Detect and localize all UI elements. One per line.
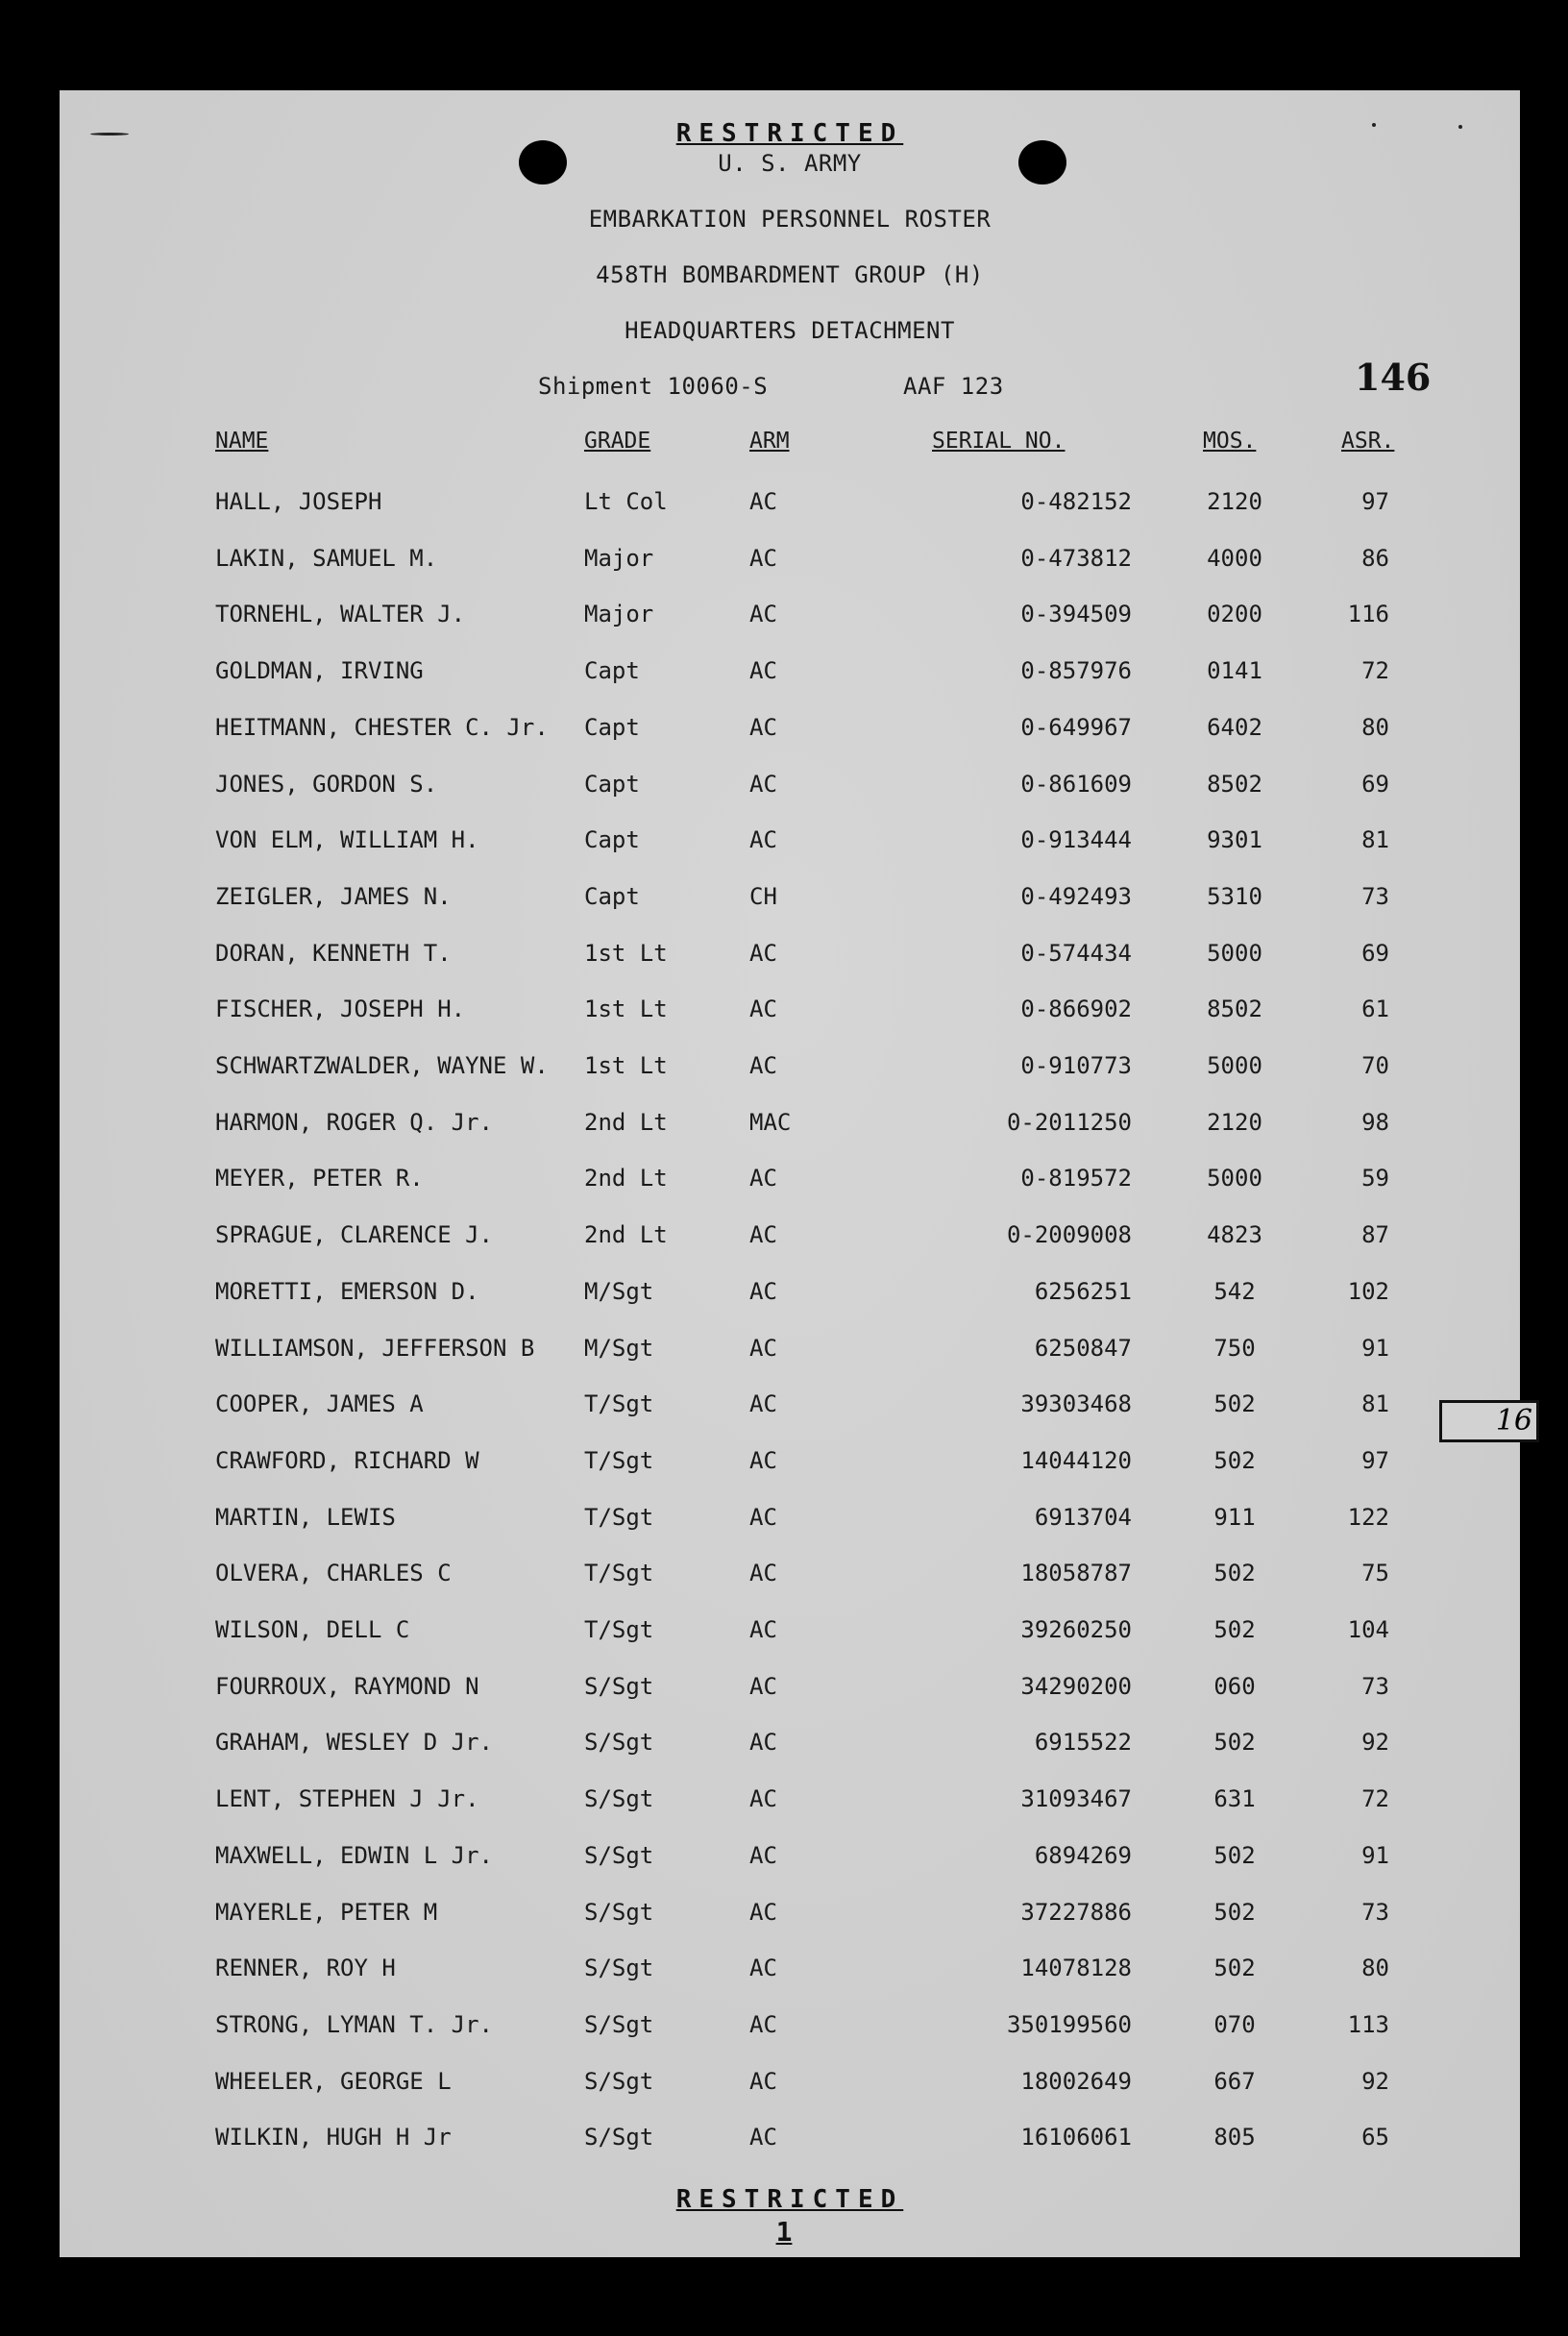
table-row: [60, 1504, 1520, 1542]
grade-cell: Capt: [584, 657, 640, 684]
name-cell: JONES, GORDON S.: [215, 771, 438, 798]
arm-cell: AC: [749, 1616, 777, 1643]
name-cell: TORNEHL, WALTER J.: [215, 601, 466, 627]
page-number: 1: [775, 2216, 793, 2248]
index-tab: 16: [1439, 1400, 1539, 1442]
serial-cell: 18058787: [1020, 1560, 1132, 1586]
arm-cell: AC: [749, 1955, 777, 1981]
table-row: [60, 1616, 1520, 1655]
serial-cell: 0-910773: [1020, 1052, 1132, 1079]
serial-cell: 6256251: [1034, 1278, 1132, 1305]
mos-cell: 5000: [1207, 1165, 1262, 1192]
table-row: [60, 1278, 1520, 1316]
serial-cell: 0-866902: [1020, 996, 1132, 1022]
serial-cell: 0-2011250: [1006, 1109, 1132, 1136]
name-cell: MAXWELL, EDWIN L Jr.: [215, 1842, 493, 1869]
name-cell: FISCHER, JOSEPH H.: [215, 996, 466, 1022]
name-cell: HEITMANN, CHESTER C. Jr.: [215, 714, 549, 741]
aaf-number: AAF 123: [903, 373, 1004, 400]
asr-cell: 98: [1361, 1109, 1389, 1136]
roster-title: EMBARKATION PERSONNEL ROSTER: [588, 206, 992, 233]
arm-cell: AC: [749, 1052, 777, 1079]
arm-cell: MAC: [749, 1109, 792, 1136]
name-cell: WILKIN, HUGH H Jr: [215, 2124, 452, 2151]
serial-cell: 0-649967: [1020, 714, 1132, 741]
asr-cell: 72: [1361, 657, 1389, 684]
mos-cell: 805: [1213, 2124, 1256, 2151]
mos-cell: 502: [1213, 1616, 1256, 1643]
mos-cell: 2120: [1207, 488, 1262, 515]
margin-page-number: 146: [1355, 356, 1432, 399]
arm-cell: CH: [749, 883, 777, 910]
grade-cell: 2nd Lt: [584, 1109, 668, 1136]
name-cell: RENNER, ROY H: [215, 1955, 396, 1981]
table-row: [60, 940, 1520, 978]
grade-cell: M/Sgt: [584, 1335, 654, 1362]
shipment-number: Shipment 10060-S: [538, 373, 769, 400]
table-row: [60, 1785, 1520, 1824]
asr-cell: 72: [1361, 1785, 1389, 1812]
arm-cell: AC: [749, 601, 777, 627]
serial-cell: 31093467: [1020, 1785, 1132, 1812]
mos-cell: 6402: [1207, 714, 1262, 741]
serial-cell: 0-473812: [1020, 545, 1132, 572]
mos-cell: 502: [1213, 1955, 1256, 1981]
table-row: [60, 883, 1520, 922]
arm-cell: AC: [749, 2068, 777, 2095]
asr-cell: 92: [1361, 2068, 1389, 2095]
asr-cell: 61: [1361, 996, 1389, 1022]
mos-cell: 2120: [1207, 1109, 1262, 1136]
mos-cell: 502: [1213, 1447, 1256, 1474]
arm-cell: AC: [749, 2011, 777, 2038]
grade-cell: T/Sgt: [584, 1560, 654, 1586]
table-row: [60, 2124, 1520, 2162]
arm-cell: AC: [749, 1504, 777, 1531]
name-cell: SPRAGUE, CLARENCE J.: [215, 1221, 493, 1248]
name-cell: FOURROUX, RAYMOND N: [215, 1673, 479, 1700]
mos-cell: 0200: [1207, 601, 1262, 627]
serial-cell: 14078128: [1020, 1955, 1132, 1981]
table-row: [60, 545, 1520, 583]
arm-cell: AC: [749, 1729, 777, 1756]
serial-cell: 350199560: [1006, 2011, 1132, 2038]
mos-cell: 060: [1213, 1673, 1256, 1700]
asr-cell: 116: [1347, 601, 1389, 627]
name-cell: MARTIN, LEWIS: [215, 1504, 396, 1531]
name-cell: DORAN, KENNETH T.: [215, 940, 452, 967]
asr-cell: 69: [1361, 771, 1389, 798]
restricted-stamp-top: RESTRICTED: [675, 119, 904, 148]
roster-page: [60, 90, 1520, 2257]
grade-cell: S/Sgt: [584, 1673, 654, 1700]
mos-cell: 750: [1213, 1335, 1256, 1362]
table-row: [60, 488, 1520, 527]
grade-cell: T/Sgt: [584, 1390, 654, 1417]
asr-cell: 73: [1361, 1673, 1389, 1700]
mos-cell: 911: [1213, 1504, 1256, 1531]
table-row: [60, 1221, 1520, 1260]
serial-cell: 39260250: [1020, 1616, 1132, 1643]
table-row: [60, 1842, 1520, 1881]
arm-cell: AC: [749, 1221, 777, 1248]
asr-cell: 80: [1361, 1955, 1389, 1981]
serial-cell: 0-492493: [1020, 883, 1132, 910]
grade-cell: Lt Col: [584, 488, 668, 515]
arm-cell: AC: [749, 657, 777, 684]
serial-cell: 6250847: [1034, 1335, 1132, 1362]
grade-cell: S/Sgt: [584, 1785, 654, 1812]
col-serial-header: SERIAL NO.: [932, 429, 1066, 454]
asr-cell: 102: [1347, 1278, 1389, 1305]
arm-cell: AC: [749, 1165, 777, 1192]
grade-cell: S/Sgt: [584, 2124, 654, 2151]
table-row: [60, 771, 1520, 809]
arm-cell: AC: [749, 1335, 777, 1362]
asr-cell: 73: [1361, 883, 1389, 910]
col-mos-header: MOS.: [1203, 429, 1257, 454]
asr-cell: 73: [1361, 1899, 1389, 1926]
asr-cell: 81: [1361, 1390, 1389, 1417]
serial-cell: 0-857976: [1020, 657, 1132, 684]
grade-cell: 1st Lt: [584, 940, 668, 967]
grade-cell: 1st Lt: [584, 1052, 668, 1079]
arm-cell: AC: [749, 1842, 777, 1869]
name-cell: MORETTI, EMERSON D.: [215, 1278, 479, 1305]
serial-cell: 18002649: [1020, 2068, 1132, 2095]
asr-cell: 104: [1347, 1616, 1389, 1643]
grade-cell: S/Sgt: [584, 1729, 654, 1756]
table-row: [60, 1729, 1520, 1767]
serial-cell: 0-861609: [1020, 771, 1132, 798]
mos-cell: 502: [1213, 1390, 1256, 1417]
name-cell: SCHWARTZWALDER, WAYNE W.: [215, 1052, 549, 1079]
grade-cell: S/Sgt: [584, 1842, 654, 1869]
table-row: [60, 714, 1520, 752]
table-row: [60, 1447, 1520, 1486]
mos-cell: 631: [1213, 1785, 1256, 1812]
serial-cell: 39303468: [1020, 1390, 1132, 1417]
asr-cell: 70: [1361, 1052, 1389, 1079]
asr-cell: 81: [1361, 826, 1389, 853]
arm-cell: AC: [749, 1278, 777, 1305]
serial-cell: 6915522: [1034, 1729, 1132, 1756]
name-cell: MEYER, PETER R.: [215, 1165, 424, 1192]
mos-cell: 4000: [1207, 545, 1262, 572]
col-grade-header: GRADE: [584, 429, 651, 454]
grade-cell: Capt: [584, 826, 640, 853]
table-row: [60, 1109, 1520, 1147]
name-cell: GOLDMAN, IRVING: [215, 657, 424, 684]
serial-cell: 6894269: [1034, 1842, 1132, 1869]
asr-cell: 97: [1361, 1447, 1389, 1474]
grade-cell: 2nd Lt: [584, 1221, 668, 1248]
name-cell: WILSON, DELL C: [215, 1616, 410, 1643]
restricted-stamp-bottom: RESTRICTED: [675, 2185, 904, 2214]
asr-cell: 113: [1347, 2011, 1389, 2038]
serial-cell: 0-819572: [1020, 1165, 1132, 1192]
asr-cell: 80: [1361, 714, 1389, 741]
grade-cell: 2nd Lt: [584, 1165, 668, 1192]
col-asr-header: ASR.: [1341, 429, 1395, 454]
asr-cell: 69: [1361, 940, 1389, 967]
arm-cell: AC: [749, 488, 777, 515]
mos-cell: 667: [1213, 2068, 1256, 2095]
mos-cell: 8502: [1207, 771, 1262, 798]
arm-cell: AC: [749, 1390, 777, 1417]
grade-cell: S/Sgt: [584, 1899, 654, 1926]
table-row: [60, 1165, 1520, 1203]
table-row: [60, 1335, 1520, 1373]
name-cell: MAYERLE, PETER M: [215, 1899, 438, 1926]
grade-cell: S/Sgt: [584, 2011, 654, 2038]
grade-cell: Capt: [584, 883, 640, 910]
table-row: [60, 2011, 1520, 2050]
arm-cell: AC: [749, 714, 777, 741]
mos-cell: 5000: [1207, 1052, 1262, 1079]
serial-cell: 37227886: [1020, 1899, 1132, 1926]
serial-cell: 14044120: [1020, 1447, 1132, 1474]
name-cell: LENT, STEPHEN J Jr.: [215, 1785, 479, 1812]
name-cell: HARMON, ROGER Q. Jr.: [215, 1109, 493, 1136]
serial-cell: 34290200: [1020, 1673, 1132, 1700]
asr-cell: 92: [1361, 1729, 1389, 1756]
mos-cell: 542: [1213, 1278, 1256, 1305]
table-row: [60, 996, 1520, 1034]
mos-cell: 5000: [1207, 940, 1262, 967]
group-name: 458TH BOMBARDMENT GROUP (H): [596, 261, 984, 288]
name-cell: GRAHAM, WESLEY D Jr.: [215, 1729, 493, 1756]
grade-cell: S/Sgt: [584, 2068, 654, 2095]
asr-cell: 75: [1361, 1560, 1389, 1586]
serial-cell: 0-2009008: [1006, 1221, 1132, 1248]
arm-cell: AC: [749, 940, 777, 967]
col-name-header: NAME: [215, 429, 269, 454]
asr-cell: 59: [1361, 1165, 1389, 1192]
arm-cell: AC: [749, 545, 777, 572]
table-row: [60, 2068, 1520, 2106]
asr-cell: 97: [1361, 488, 1389, 515]
table-row: [60, 1673, 1520, 1711]
grade-cell: 1st Lt: [584, 996, 668, 1022]
name-cell: VON ELM, WILLIAM H.: [215, 826, 479, 853]
name-cell: LAKIN, SAMUEL M.: [215, 545, 438, 572]
unit-name: HEADQUARTERS DETACHMENT: [625, 317, 955, 344]
serial-cell: 16106061: [1020, 2124, 1132, 2151]
mos-cell: 070: [1213, 2011, 1256, 2038]
mos-cell: 502: [1213, 1899, 1256, 1926]
asr-cell: 87: [1361, 1221, 1389, 1248]
mos-cell: 8502: [1207, 996, 1262, 1022]
grade-cell: Capt: [584, 771, 640, 798]
grade-cell: T/Sgt: [584, 1504, 654, 1531]
grade-cell: Capt: [584, 714, 640, 741]
mos-cell: 4823: [1207, 1221, 1262, 1248]
name-cell: OLVERA, CHARLES C: [215, 1560, 452, 1586]
arm-cell: AC: [749, 771, 777, 798]
table-row: [60, 1560, 1520, 1598]
table-row: [60, 1052, 1520, 1091]
name-cell: WILLIAMSON, JEFFERSON B: [215, 1335, 535, 1362]
grade-cell: Major: [584, 601, 654, 627]
grade-cell: T/Sgt: [584, 1616, 654, 1643]
grade-cell: Major: [584, 545, 654, 572]
col-arm-header: ARM: [749, 429, 790, 454]
mos-cell: 0141: [1207, 657, 1262, 684]
asr-cell: 86: [1361, 545, 1389, 572]
name-cell: WHEELER, GEORGE L: [215, 2068, 452, 2095]
grade-cell: S/Sgt: [584, 1955, 654, 1981]
serial-cell: 0-482152: [1020, 488, 1132, 515]
arm-cell: AC: [749, 1899, 777, 1926]
serial-cell: 0-913444: [1020, 826, 1132, 853]
mos-cell: 502: [1213, 1729, 1256, 1756]
table-row: [60, 1899, 1520, 1937]
name-cell: ZEIGLER, JAMES N.: [215, 883, 452, 910]
arm-cell: AC: [749, 2124, 777, 2151]
table-row: [60, 1390, 1520, 1429]
name-cell: STRONG, LYMAN T. Jr.: [215, 2011, 493, 2038]
mos-cell: 9301: [1207, 826, 1262, 853]
asr-cell: 91: [1361, 1842, 1389, 1869]
arm-cell: AC: [749, 1560, 777, 1586]
table-row: [60, 826, 1520, 865]
army-line: U. S. ARMY: [718, 150, 862, 177]
asr-cell: 91: [1361, 1335, 1389, 1362]
name-cell: COOPER, JAMES A: [215, 1390, 424, 1417]
arm-cell: AC: [749, 1673, 777, 1700]
table-row: [60, 657, 1520, 696]
grade-cell: M/Sgt: [584, 1278, 654, 1305]
name-cell: CRAWFORD, RICHARD W: [215, 1447, 479, 1474]
arm-cell: AC: [749, 996, 777, 1022]
arm-cell: AC: [749, 826, 777, 853]
grade-cell: T/Sgt: [584, 1447, 654, 1474]
asr-cell: 122: [1347, 1504, 1389, 1531]
mos-cell: 502: [1213, 1560, 1256, 1586]
mos-cell: 502: [1213, 1842, 1256, 1869]
serial-cell: 0-394509: [1020, 601, 1132, 627]
table-row: [60, 1955, 1520, 1993]
name-cell: HALL, JOSEPH: [215, 488, 382, 515]
arm-cell: AC: [749, 1785, 777, 1812]
serial-cell: 6913704: [1034, 1504, 1132, 1531]
table-row: [60, 601, 1520, 639]
serial-cell: 0-574434: [1020, 940, 1132, 967]
asr-cell: 65: [1361, 2124, 1389, 2151]
arm-cell: AC: [749, 1447, 777, 1474]
mos-cell: 5310: [1207, 883, 1262, 910]
